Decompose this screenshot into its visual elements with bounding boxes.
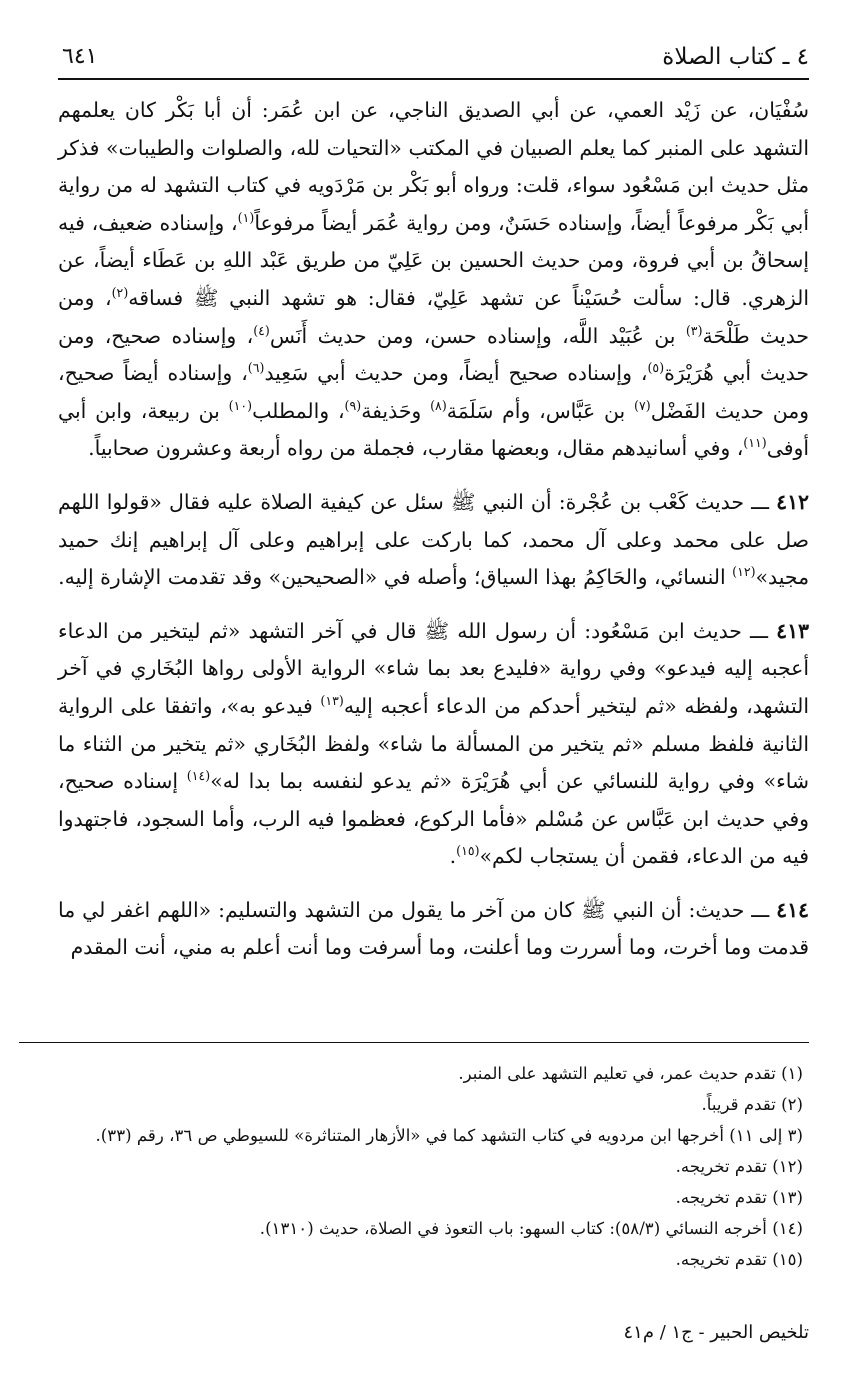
footnote-ref[interactable]: (١٢) [732, 564, 756, 580]
text-run: فيدعو به»، واتفقا على الرواية الثانية فلفظ مسلم «ثم يتخير من المسألة ما شاء» ولفظ البُخَاري «ثم يتخير من الثناء ما شاء» وفي رواية للنسائي عن أبي هُرَيْرَة «ثم يدعو لنفسه بما بدا له» [58, 693, 810, 794]
text-run: وحَذيفة [361, 398, 431, 423]
footnote-ref[interactable]: (٩) [344, 397, 362, 413]
footnote [58, 1244, 803, 1275]
footnote-marker: (١٥) [772, 1250, 803, 1269]
text-run: ـــ حديث ابن مَسْعُود: أن رسول الله ﷺ قال في آخر التشهد «ثم ليتخير من الدعاء أعجبه إليه فيدعو» وفي رواية «فليدع بعد بما شاء» الرواية الأولى رواها البُخَاري في آخر التشهد، ولفظه «ثم ليتخير أحدكم من الدعاء أعجبه إليه [58, 618, 809, 718]
footnotes [58, 1058, 803, 1275]
volume-signature: تلخيص الحبير - ج١ / م٤١ [623, 1322, 809, 1343]
text-run: ـــ حديث كَعْب بن عُجْرة: أن النبي ﷺ سئل عن كيفية الصلاة عليه فقال «قولوا اللهم صل على محمد وعلى آل محمد، كما باركت على إبراهيم وعلى آل إبراهيم إنك حميد مجيد» [58, 489, 809, 590]
text-run: إسناده صحيح، وفي حديث ابن عَبَّاس عن مُسْلم «فأما الركوع، فعظموا فيه الرب، وأما السجود، فاجتهدوا فيه من الدعاء، فقمن أن يستجاب لكم» [58, 769, 809, 869]
entry-number: ٤١٣ [776, 618, 809, 643]
text-run: ، وإسناده ضعيف، فيه إسحاقُ بن أبي فروة، ومن حديث الحسين بن عَلِيّ من طريق عَبْد اللهِ بن عَطَاء أيضاً، عن الزهري. قال: سألت حُسَيْناً عن تشهد عَلِيّ، فقال: هو تشهد النبي ﷺ فساقه [58, 210, 809, 310]
footnote-ref[interactable]: (٤) [253, 322, 270, 338]
text-run: ، وإسناده أيضاً صحيح، ومن حديث الفَضْل [58, 361, 810, 423]
text-run: بن عُبَيْد اللَّه، وإسناده حسن، ومن حديث أَنَس [269, 323, 686, 348]
hadith-entry-414 [58, 892, 809, 967]
footnote-text: تقدم حديث عمر، في تعليم التشهد على المنبر. [458, 1064, 782, 1083]
footnote-ref[interactable]: (١٥) [456, 843, 480, 859]
footnote-marker: (٣ إلى ١١) [729, 1126, 803, 1145]
running-title: ٤ ـ كتاب الصلاة [662, 44, 809, 70]
footnote-text: أخرجها ابن مردويه في كتاب التشهد كما في «الأزهار المتناثرة» للسيوطي ص ٣٦، رقم (٣٣). [95, 1126, 730, 1145]
entry-number: ٤١٢ [776, 489, 809, 514]
text-run: . [449, 844, 457, 869]
text-run: ، وفي أسانيدهم مقال، وبعضها مقارب، فجملة من رواه أربعة وعشرون صحابياً. [88, 436, 744, 461]
footnote [58, 1058, 803, 1089]
footnote-ref[interactable]: (١) [237, 209, 255, 225]
footnote-text: تقدم تخريجه. [675, 1188, 773, 1207]
footnote-ref[interactable]: (١٠) [228, 397, 253, 413]
footnote-text: تقدم تخريجه. [675, 1250, 773, 1269]
paragraph-continuation [58, 92, 809, 468]
text-run: بن ربيعة، وابن أبي أوفى [58, 398, 809, 461]
footnote-ref[interactable]: (٦) [247, 360, 265, 376]
footnote-marker: (١٤) [772, 1219, 803, 1238]
footnote-ref[interactable]: (٥) [647, 360, 665, 376]
footnote-ref[interactable]: (١٤) [186, 768, 211, 784]
footnote-ref[interactable]: (١٣) [320, 693, 344, 709]
page-number: ٦٤١ [62, 44, 98, 69]
text-run: ، وإسناده صحيح، ومن حديث أبي هُرَيْرَة [58, 323, 809, 386]
main-text [58, 92, 809, 967]
footnote-ref[interactable]: (١١) [743, 435, 767, 451]
footnote-ref[interactable]: (٧) [634, 397, 651, 413]
footnote-ref[interactable]: (٨) [430, 397, 447, 413]
footnote-divider [19, 1042, 809, 1043]
footnote-marker: (١٣) [772, 1188, 803, 1207]
entry-number: ٤١٤ [776, 897, 809, 922]
text-run: ، وإسناده صحيح أيضاً، ومن حديث أبي سَعِيد [264, 361, 648, 386]
footnote-text: تقدم قريباً. [701, 1095, 782, 1114]
text-run: سُفْيَان، عن زَيْد العمي، عن أبي الصديق الناجي، عن ابن عُمَر: أن أبا بَكْر كان يعلمهم التشهد على المنبر كما يعلم الصبيان في المكتب «التحيات لله، والصلوات والطيبات» فذكر مثل حديث ابن مَسْعُود سواء، قلت: ورواه أبو بَكْر بن مَرْدَويه في كتاب التشهد له من رواية أبي بَكْر مرفوعاً أيضاً، وإسناده حَسَنٌ، ومن رواية عُمَر أيضاً مرفوعاً [58, 98, 810, 235]
hadith-entry-413 [58, 613, 809, 876]
footnote-text: تقدم تخريجه. [675, 1157, 773, 1176]
text-run: ، ومن حديث طَلْحَة [58, 285, 809, 348]
text-run: النسائي، والحَاكِمُ بهذا السياق؛ وأصله في «الصحيحين» وقد تقدمت الإشارة إليه. [58, 565, 733, 590]
footnote-text: أخرجه النسائي (٥٨/٣): كتاب السهو: باب التعوذ في الصلاة، حديث (١٣١٠). [259, 1219, 773, 1238]
footnote [58, 1089, 803, 1120]
text-run: بن عَبَّاس، وأم سَلَمَة [446, 398, 635, 423]
page-header [58, 40, 809, 80]
footnote [58, 1213, 803, 1244]
footnote-ref[interactable]: (٣) [685, 322, 703, 338]
footnote-marker: (٢) [781, 1095, 803, 1114]
footnote [58, 1182, 803, 1213]
text-run: ، والمطلب [252, 398, 345, 423]
footnote [58, 1120, 803, 1151]
hadith-entry-412 [58, 484, 809, 597]
footnote-ref[interactable]: (٢) [111, 285, 129, 301]
text-run: ـــ حديث: أن النبي ﷺ كان من آخر ما يقول من التشهد والتسليم: «اللهم اغفر لي ما قدمت وما أخرت، وما أسررت وما أعلنت، وما أسرفت وما أنت أعلم به مني، أنت المقدم [58, 897, 809, 960]
footnote [58, 1151, 803, 1182]
footnote-marker: (١٢) [772, 1157, 803, 1176]
footnote-marker: (١) [781, 1064, 803, 1083]
